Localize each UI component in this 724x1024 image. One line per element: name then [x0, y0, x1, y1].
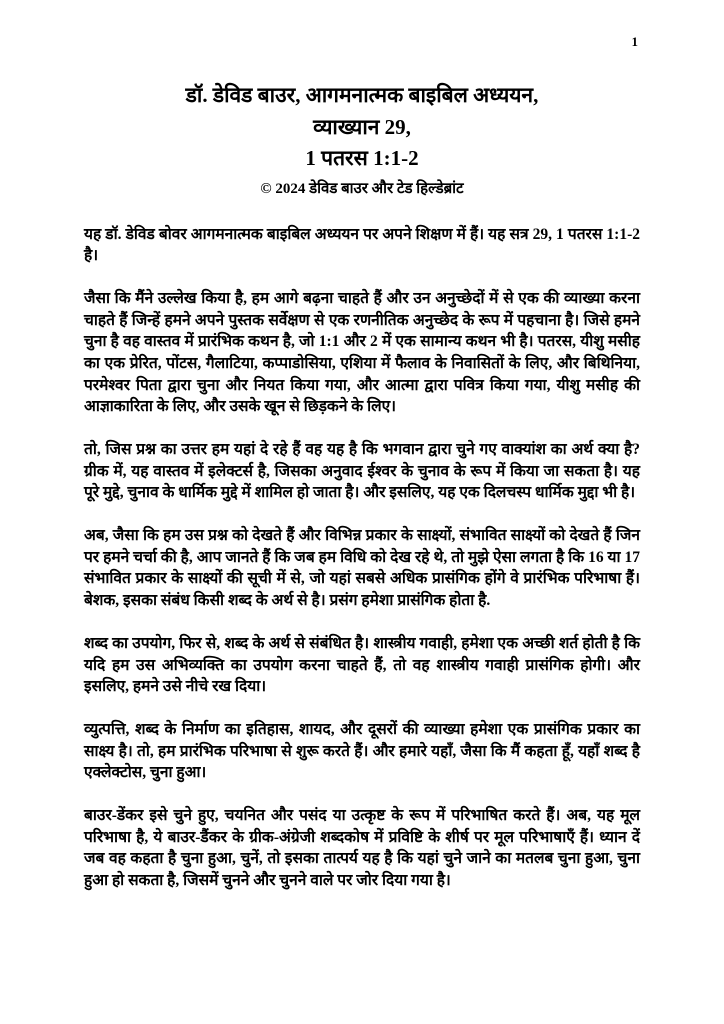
paragraph: तो, जिस प्रश्न का उत्तर हम यहां दे रहे हैं वह यह है कि भगवान द्वारा चुने गए वाक्यांश का अर्थ क्या है? ग्रीक में, यह वास्तव में इलेक्टर्स है, जिसका अनुवाद ईश्वर के चुनाव के रूप में किया जा सकता है। यह पूरे मुद्दे, चुनाव के धार्मिक मुद्दे में शामिल हो जाता है। और इसलिए, यह एक दिलचस्प धार्मिक मुद्दा भी है।: [84, 441, 640, 502]
paragraph: शब्द का उपयोग, फिर से, शब्द के अर्थ से संबंधित है। शास्त्रीय गवाही, हमेशा एक अच्छी शर्त होती है कि यदि हम उस अभिव्यक्ति का उपयोग करना चाहते हैं, तो वह शास्त्रीय गवाही प्रासंगिक होगी। और इसलिए, हमने उसे नीचे रख दिया।: [84, 634, 640, 696]
document-title: [84, 80, 640, 175]
paragraph: यह डॉ. डेविड बोवर आगमनात्मक बाइबिल अध्ययन पर अपने शिक्षण में हैं। यह सत्र 29, 1 पतरस 1:1-2 है।: [84, 225, 640, 265]
title-line-2: व्याख्यान 29,: [313, 114, 411, 139]
paragraph: अब, जैसा कि हम उस प्रश्न को देखते हैं और विभिन्न प्रकार के साक्ष्यों, संभावित साक्ष्यों को देखते हैं जिन पर हमने चर्चा की है, आप जानते हैं कि जब हम विधि को देख रहे थे, तो मुझे ऐसा लगता है कि 16 या 17 संभावित प्रकार के साक्ष्यों की सूची में से, जो यहां सबसे अधिक प्रासंगिक होंगे वे प्रारंभिक परिभाषा हैं। बेशक, इसका संबंध किसी शब्द के अर्थ से है। प्रसंग हमेशा प्रासंगिक होता है.: [84, 527, 640, 610]
document-body: [84, 224, 640, 892]
title-line-1: डॉ. डेविड बाउर, आगमनात्मक बाइबिल अध्ययन,: [185, 83, 539, 107]
copyright-line: © 2024 डेविड बाउर और टेड हिल्डेब्रांट: [260, 180, 464, 197]
paragraph: जैसा कि मैंने उल्लेख किया है, हम आगे बढ़ना चाहते हैं और उन अनुच्छेदों में से एक की व्याख्या करना चाहते हैं जिन्हें हमने अपने पुस्तक सर्वेक्षण से एक रणनीतिक अनुच्छेद के रूप में पहचाना है। जिसे हमने चुना है वह वास्तव में प्रारंभिक कथन है, जो 1:1 और 2 में एक सामान्य कथन भी है। पतरस, यीशु मसीह का एक प्रेरित, पोंटस, गैलाटिया, कप्पाडोसिया, एशिया में फैलाव के निवासितों के लिए, और बिथिनिया, परमेश्वर पिता द्वारा चुना और नियत किया गया, और आत्मा द्वारा पवित्र किया गया, यीशु मसीह की आज्ञाकारिता के लिए, और उसके खून से छिड़कने के लिए।: [84, 289, 640, 416]
title-line-3: 1 पतरस 1:1-2: [305, 146, 419, 170]
page-number: 1: [631, 34, 638, 49]
paragraph: व्युत्पत्ति, शब्द के निर्माण का इतिहास, शायद, और दूसरों की व्याख्या हमेशा एक प्रासंगिक प्रकार का साक्ष्य है। तो, हम प्रारंभिक परिभाषा से शुरू करते हैं। और हमारे यहाँ, जैसा कि मैं कहता हूँ, यहाँ शब्द है एक्लेक्टोस, चुना हुआ।: [84, 720, 640, 782]
paragraph: बाउर-डेंकर इसे चुने हुए, चयनित और पसंद या उत्कृष्ट के रूप में परिभाषित करते हैं। अब, यह मूल परिभाषा है, ये बाउर-डैंकर के ग्रीक-अंग्रेजी शब्दकोष में प्रविष्टि के शीर्ष पर मूल परिभाषाएँ हैं। ध्यान दें जब वह कहता है चुना हुआ, चुनें, तो इसका तात्पर्य यह है कि यहां चुने जाने का मतलब चुना हुआ, चुना हुआ हो सकता है, जिसमें चुनने और चुनने वाले पर जोर दिया गया है।: [84, 806, 640, 889]
